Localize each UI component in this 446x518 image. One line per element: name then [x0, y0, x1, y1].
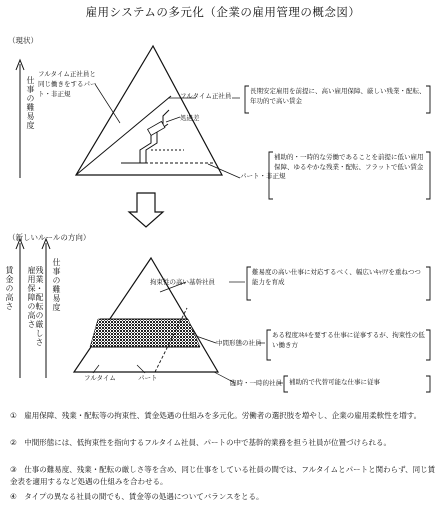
- new-axis-difficulty: 仕事の難易度: [52, 258, 61, 312]
- new-label-fulltime: フルタイム: [84, 374, 116, 382]
- note-2: ② 中間形態には、低拘束性を指向するフルタイム社員、パートの中で基幹的業務を担う社員が位置づけられる。: [10, 438, 391, 447]
- current-label-parttime: パート・非正規: [240, 172, 286, 180]
- new-triangle: [74, 258, 218, 372]
- new-core-box: 難易度の高い仕事に対応するべく、幅広いｷｬﾘｱを重ねつつ能力を育成: [252, 268, 421, 286]
- current-fulltime-box: 長期安定雇用を前提に、高い雇用保障、厳しい残業・配転、年功的で高い賃金: [250, 87, 426, 105]
- current-axis-label: 仕事の難易度: [26, 76, 35, 130]
- new-label-mid: 中間形態の社員: [216, 339, 262, 347]
- note-1: ① 雇用保障、残業・配転等の拘束性、賃金処遇の仕組みを多元化。労働者の選択肢を増やし、企業の雇用柔軟性を増す。: [10, 411, 422, 420]
- new-label-temp: 臨時・一時的社員: [230, 379, 282, 387]
- new-mid-box: ある程度ｽｷﾙを要する仕事に従事するが、拘束性の低い働き方: [272, 331, 425, 349]
- transition-arrow: [129, 193, 163, 227]
- new-axis-overtime: 残業・配転の厳しさ: [35, 266, 44, 347]
- new-axis-security: 雇用保障の高さ: [27, 266, 36, 329]
- note-3: ③ 仕事の難易度、残業・配転の厳しさ等を含め、同じ仕事をしている社員の間では、フルタイムとパートと関わらず、同じ賃金表を適用するなど処遇の仕組みを合わせる。: [10, 465, 436, 486]
- page-title: 雇用システムの多元化（企業の雇用管理の概念図）: [85, 5, 361, 19]
- new-axis-wage: 賃金の高さ: [5, 266, 14, 311]
- current-vertical-arrow: [16, 60, 24, 178]
- current-triangle: [76, 46, 222, 175]
- current-parttime-box: 補助的・一時的な労働であることを前提に低い雇用保障、ゆるやかな残業・配転、フラットで低い賃金: [274, 153, 424, 171]
- current-heading: （現状）: [8, 36, 38, 45]
- mid-zone-stipple: [90, 319, 200, 347]
- gap-tag: [148, 121, 165, 135]
- current-label-gap: 処遇差: [180, 114, 200, 122]
- new-heading: （新しいルールの方向）: [8, 233, 91, 242]
- note-4: ④ タイプの異なる社員の間でも、賃金等の処遇についてバランスをとる。: [10, 492, 264, 501]
- current-inner-lines: [76, 96, 215, 175]
- current-left-note: フルタイム正社員と同じ働きをするパート・非正規: [38, 70, 97, 98]
- new-label-part: パート: [138, 374, 158, 382]
- new-label-core: 拘束性の高い基幹社員: [150, 278, 215, 286]
- new-temp-box: 補助的で代替可能な仕事に従事: [289, 378, 380, 386]
- current-label-fulltime: フルタイム正社員: [180, 92, 232, 100]
